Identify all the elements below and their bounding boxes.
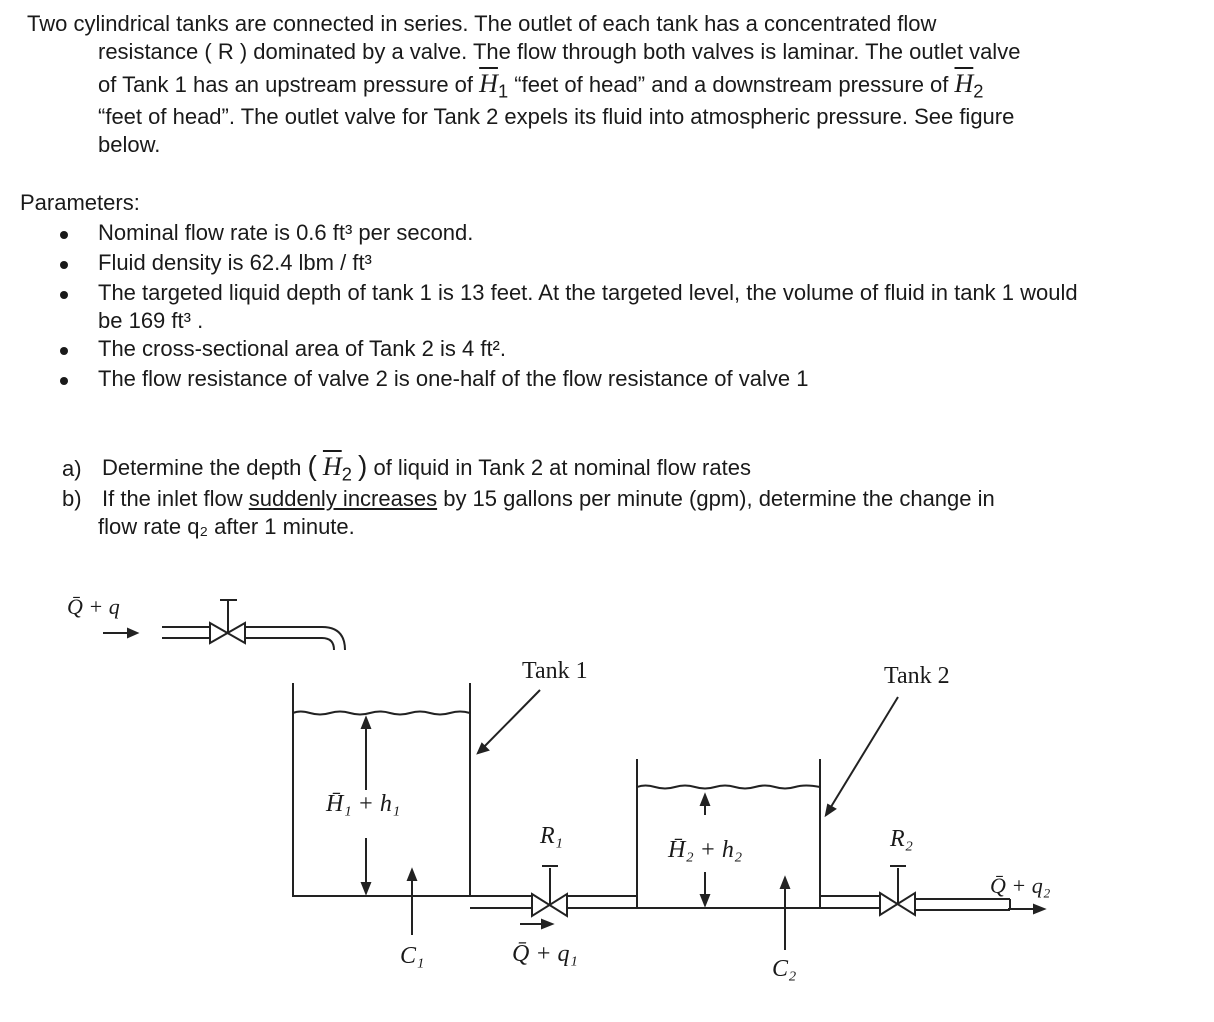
question-b-text-1: If the inlet flow [102,486,249,511]
intro-line-1: Two cylindrical tanks are connected in series. The outlet of each tank has a concentrated flow [27,11,937,36]
question-b-line-2: flow rate q₂ after 1 minute. [98,514,355,539]
parameter-item-continued: be 169 ft³ . [98,308,204,333]
h1-subscript: 1 [497,80,509,102]
question-a-text-2: of liquid in Tank 2 at nominal flow rates [367,455,751,480]
intro-line-3a: of Tank 1 has an upstream pressure of [98,72,480,97]
r1-label: R₁ [540,823,564,849]
h2-subscript: 2 [341,463,352,485]
intro-line-3b: “feet of head” and a downstream pressure of [508,72,955,97]
inlet-flow-label: Q̄ + q [67,594,120,619]
parameter-item: The cross-sectional area of Tank 2 is 4 ft². [98,336,506,361]
tank-2-leader [826,697,898,815]
paren-open: ( [307,450,317,481]
parameter-item: Fluid density is 62.4 lbm / ft³ [98,250,372,275]
parameter-item: Nominal flow rate is 0.6 ft³ per second. [98,220,474,245]
intro-line-5: below. [98,132,161,157]
tank-2-height-label: H̄₂ + h₂ [668,837,743,863]
question-b-text-2: by 15 gallons per minute (gpm), determine the change in [437,486,995,511]
tank-1-height-label: H̄₁ + h₁ [326,791,401,817]
r2-label: R₂ [890,826,914,852]
tank-2-water-surface [637,786,820,789]
question-a-text-1: Determine the depth [102,455,308,480]
tank-1-leader [478,690,540,753]
suddenly-increases: suddenly increases [248,486,438,511]
intro-line-2: resistance ( R ) dominated by a valve. The flow through both valves is laminar. The outlet valve [98,39,1021,64]
h2-symbol: $\overline{H}$ [322,452,342,481]
tank-2-label: Tank 2 [884,663,950,689]
h2-subscript: 2 [973,80,984,102]
tank-1-water-surface [293,712,470,715]
q1-label: Q̄ + q₁ [512,941,578,967]
parameter-item: The flow resistance of valve 2 is one-half of the flow resistance of valve 1 [98,366,809,391]
h2-symbol: $\overline{H}$ [954,69,974,98]
tank-1-label: Tank 1 [522,658,588,684]
h1-symbol: $\overline{H}$ [479,69,498,98]
question-b-label: b) [62,486,82,511]
c1-label: C₁ [400,943,425,969]
q2-label: Q̄ + q₂ [990,873,1051,898]
intro-line-4: “feet of head”. The outlet valve for Tank 2 expels its fluid into atmospheric pressure. See figure [98,104,1015,129]
c2-label: C₂ [772,956,797,982]
parameter-item: The targeted liquid depth of tank 1 is 13 feet. At the targeted level, the volume of fluid in tank 1 would [98,280,1078,305]
parameters-heading: Parameters: [20,190,140,215]
tank-2-walls [637,759,820,908]
paren-close: ) [358,450,368,481]
inlet-arrow-icon [128,629,137,637]
question-a-label: a) [62,456,82,481]
